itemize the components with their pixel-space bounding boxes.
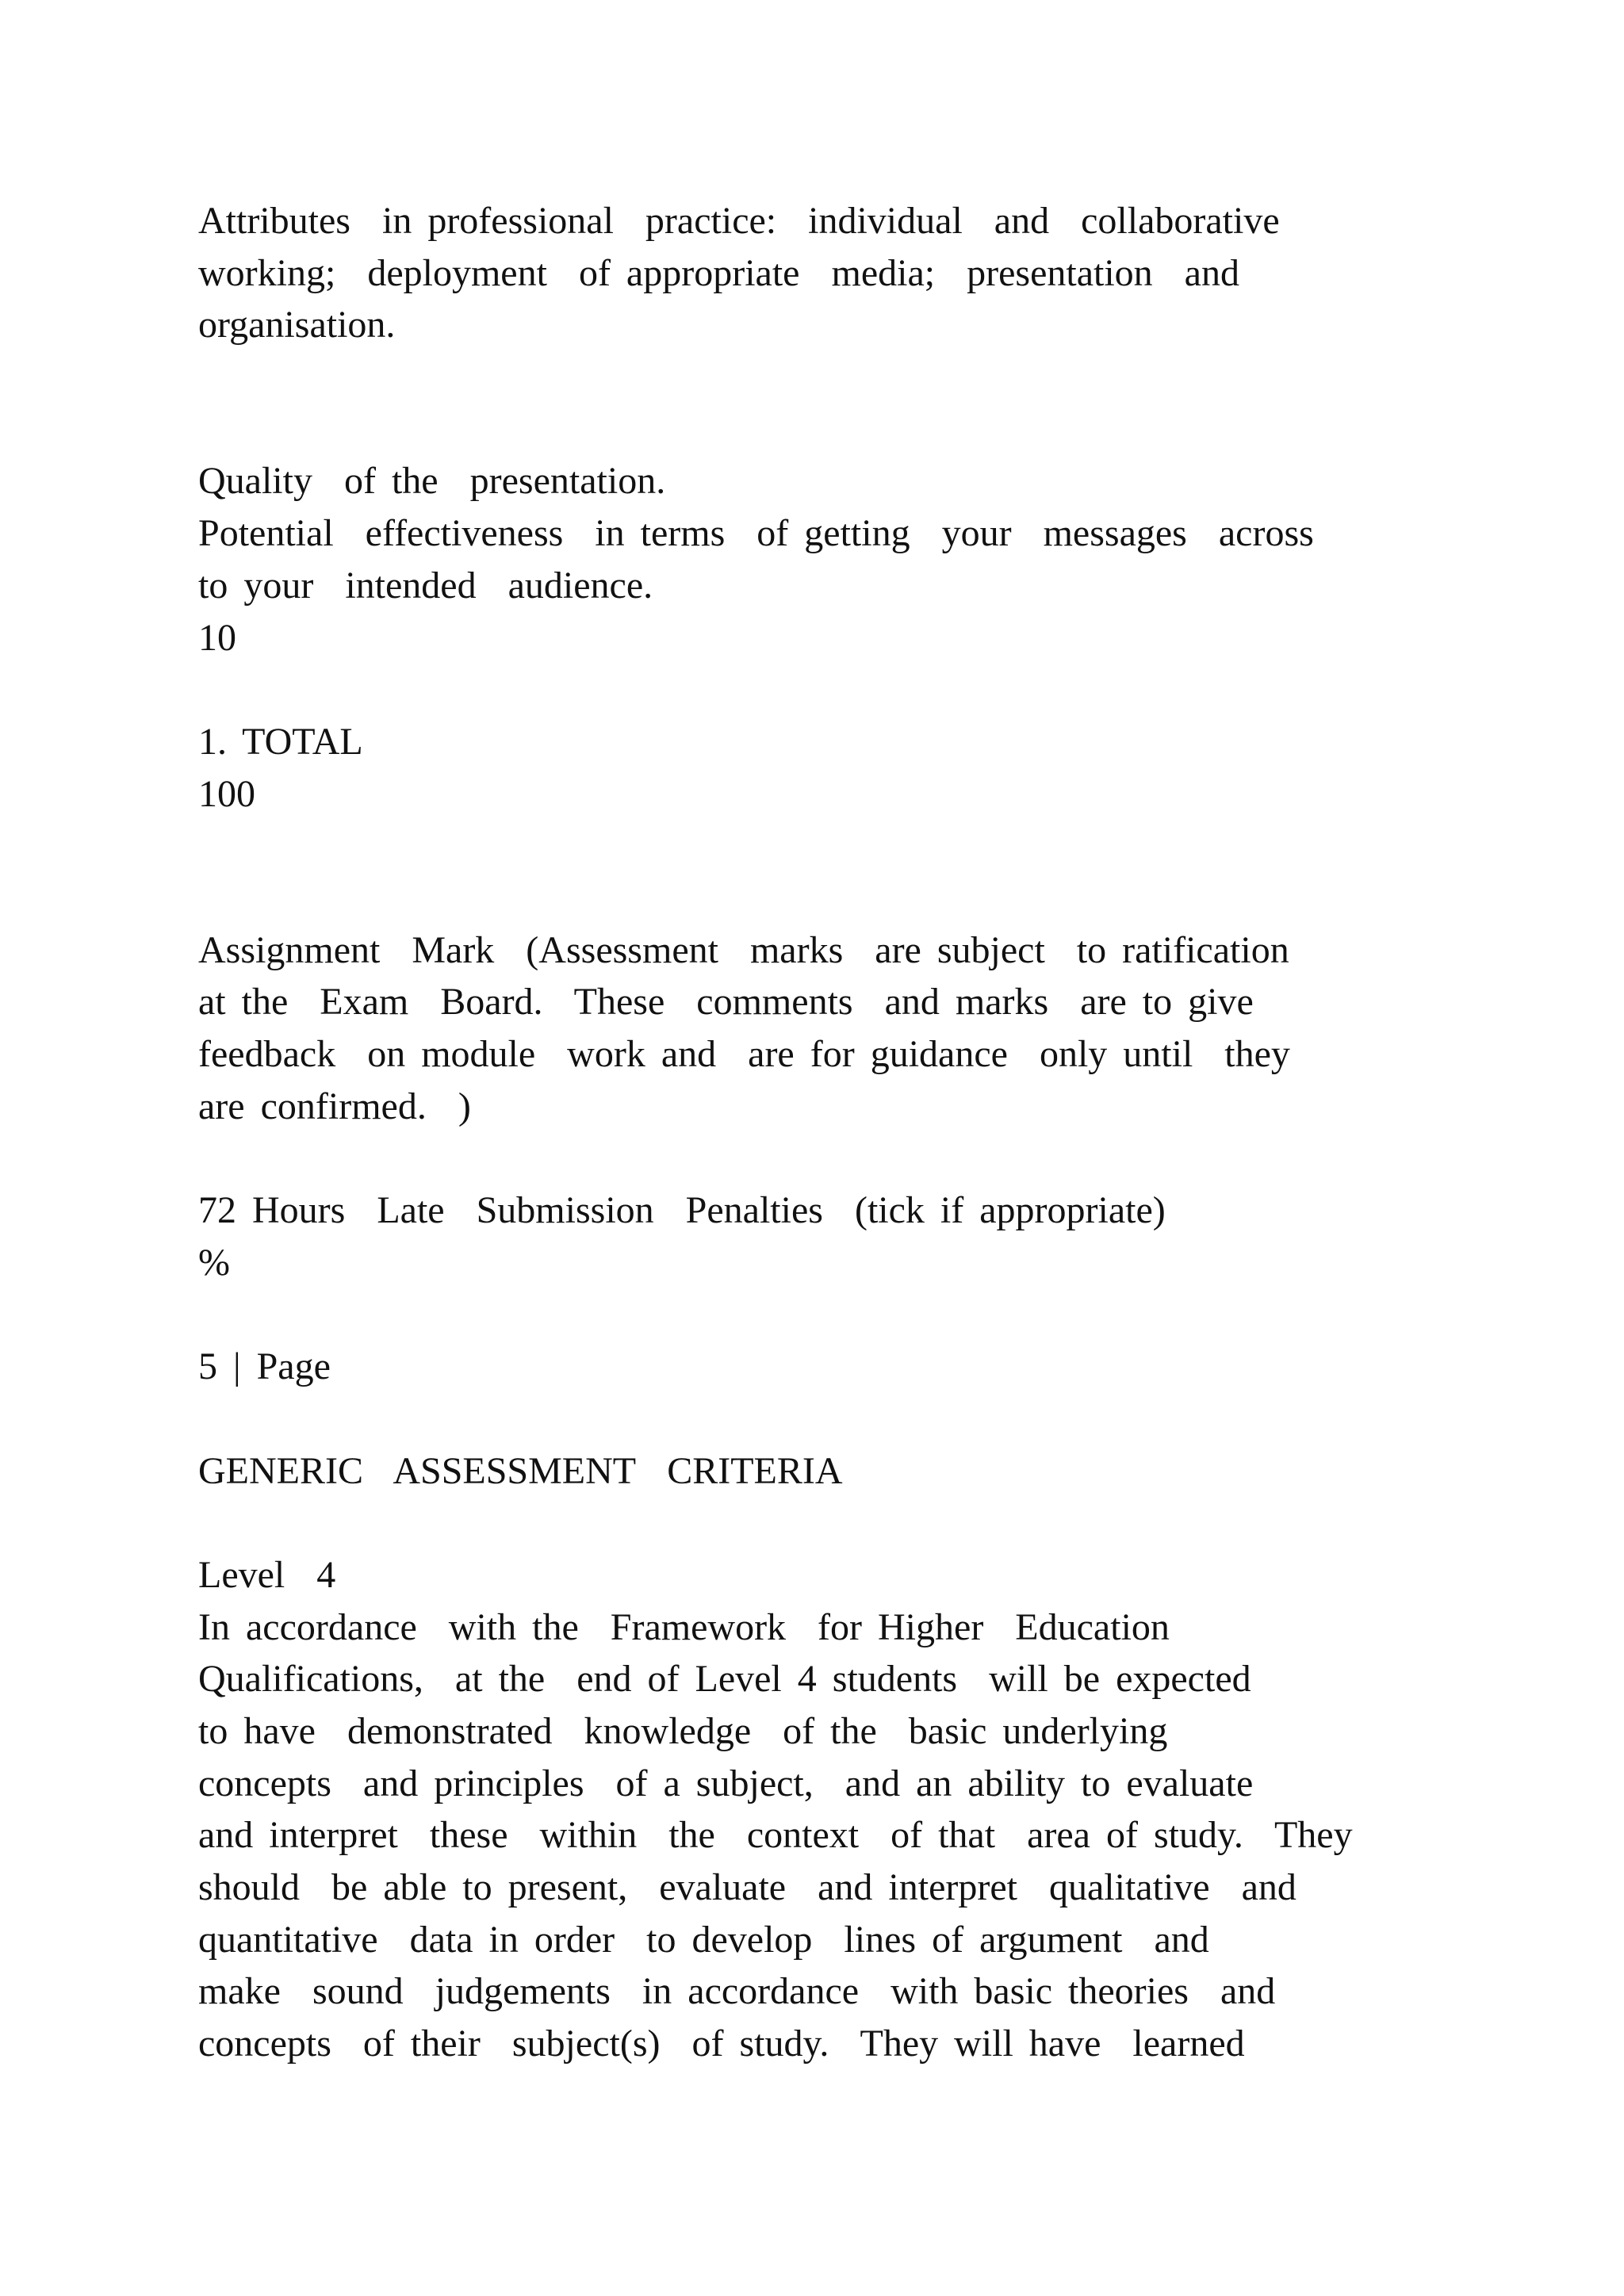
quality-score: 10 (198, 616, 236, 659)
spacer (198, 1288, 1507, 1341)
text-line: to have demonstrated knowledge of the basic underlying (198, 1709, 1168, 1752)
text-line: Qualifications, at the end of Level 4 students will be expected (198, 1658, 1251, 1701)
spacer (198, 1497, 1507, 1549)
assignment-mark-paragraph (198, 924, 1507, 1133)
attributes-paragraph (198, 195, 1507, 351)
text-line: Potential effectiveness in terms of getting your messages across (198, 512, 1314, 555)
quality-paragraph (198, 455, 1507, 664)
spacer (198, 664, 1507, 716)
text-line: to your intended audience. (198, 564, 653, 607)
text-line: Attributes in professional practice: individual and collaborative (198, 200, 1280, 242)
percent-symbol: % (198, 1241, 230, 1284)
total-paragraph (198, 716, 1507, 820)
text-line: concepts and principles of a subject, and an ability to evaluate (198, 1762, 1254, 1804)
level-paragraph (198, 1601, 1507, 2070)
text-line: In accordance with the Framework for Higher Education (198, 1605, 1170, 1648)
page-number: 5 | Page (198, 1345, 331, 1388)
spacer (198, 820, 1507, 924)
spacer (198, 351, 1507, 455)
total-score: 100 (198, 772, 255, 815)
document-text (198, 195, 1507, 2070)
text-line: and interpret these within the context of that area of study. They (198, 1814, 1353, 1857)
text-line: feedback on module work and are for guidance only until they (198, 1033, 1290, 1076)
text-line: are confirmed. ) (198, 1085, 471, 1127)
spacer (198, 1393, 1507, 1445)
text-line: Quality of the presentation. (198, 460, 666, 503)
text-line: quantitative data in order to develop lines of argument and (198, 1918, 1209, 1961)
text-line: working; deployment of appropriate media; presentation and (198, 251, 1239, 294)
total-label: 1. TOTAL (198, 720, 363, 763)
text-line: make sound judgements in accordance with basic theories and (198, 1970, 1276, 2013)
text-line: 72 Hours Late Submission Penalties (tick if appropriate) (198, 1189, 1166, 1232)
spacer (198, 1132, 1507, 1184)
level-heading: Level 4 (198, 1553, 336, 1596)
text-line: concepts of their subject(s) of study. They will have learned (198, 2022, 1245, 2065)
text-line: organisation. (198, 304, 396, 346)
text-line: at the Exam Board. These comments and marks are to give (198, 981, 1254, 1024)
criteria-heading: GENERIC ASSESSMENT CRITERIA (198, 1449, 843, 1492)
late-penalty-paragraph (198, 1184, 1507, 1288)
text-line: Assignment Mark (Assessment marks are subject to ratification (198, 928, 1289, 971)
text-line: should be able to present, evaluate and interpret qualitative and (198, 1866, 1297, 1909)
